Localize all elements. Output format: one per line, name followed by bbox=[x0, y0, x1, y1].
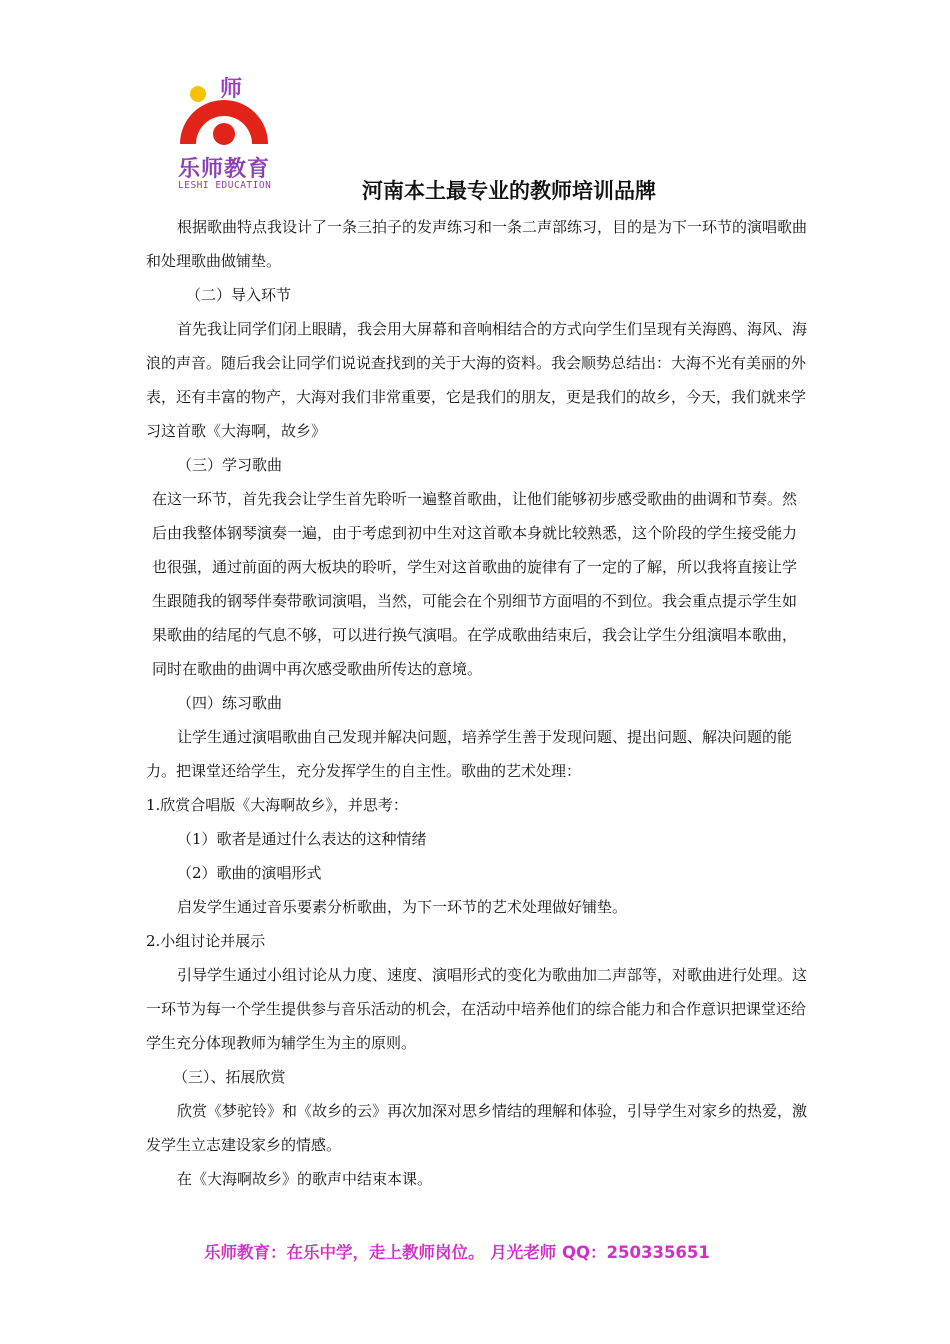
section-heading: （三）、拓展欣赏 bbox=[173, 1068, 286, 1086]
paragraph: 引导学生通过小组讨论从力度、速度、演唱形式的变化为歌曲加二声部等，对歌曲进行处理。这一环节为每一个学生提供参与音乐活动的机会，在活动中培养他们的综合能力和合作意识把课堂还给学生充分体现教师为辅学生为主的原则。 bbox=[146, 966, 808, 1052]
paragraph: 首先我让同学们闭上眼睛，我会用大屏幕和音响相结合的方式向学生们呈现有关海鸥、海风、海浪的声音。随后我会让同学们说说查找到的关于大海的资料。我会顺势总结出：大海不光有美丽的外表，还有丰富的物产，大海对我们非常重要，它是我们的朋友，更是我们的故乡，今天，我们就来学习这首歌《大海啊，故乡》 bbox=[146, 320, 808, 440]
logo-subtitle: LESHI EDUCATION bbox=[178, 180, 272, 191]
document-body bbox=[146, 210, 810, 1196]
section-heading: （二）导入环节 bbox=[186, 286, 292, 304]
footer-contact: 乐师教育：在乐中学，走上教师岗位。 月光老师 QQ：250335651 bbox=[204, 1243, 710, 1262]
list-item: 2.小组讨论并展示 bbox=[146, 932, 266, 950]
paragraph: 启发学生通过音乐要素分析歌曲，为下一环节的艺术处理做好铺垫。 bbox=[177, 898, 628, 916]
logo-char: 师 bbox=[220, 77, 243, 102]
list-item: 1.欣赏合唱版《大海啊故乡》，并思考： bbox=[146, 796, 408, 814]
paragraph: 让学生通过演唱歌曲自己发现并解决问题，培养学生善于发现问题、提出问题、解决问题的能力。把课堂还给学生，充分发挥学生的自主性。歌曲的艺术处理： bbox=[146, 728, 793, 780]
logo bbox=[174, 72, 294, 197]
section-heading: （三）学习歌曲 bbox=[177, 456, 283, 474]
paragraph: 在《大海啊故乡》的歌声中结束本课。 bbox=[177, 1170, 433, 1188]
paragraph: 欣赏《梦驼铃》和《故乡的云》再次加深对思乡情结的理解和体验，引导学生对家乡的热爱，激发学生立志建设家乡的情感。 bbox=[146, 1102, 808, 1154]
page-title: 河南本土最专业的教师培训品牌 bbox=[362, 178, 656, 203]
paragraph: 在这一环节，首先我会让学生首先聆听一遍整首歌曲，让他们能够初步感受歌曲的曲调和节奏。然后由我整体钢琴演奏一遍，由于考虑到初中生对这首歌本身就比较熟悉，这个阶段的学生接受能力也很强，通过前面的两大板块的聆听，学生对这首歌曲的旋律有了一定的了解，所以我将直接让学生跟随我的钢琴伴奏带歌词演唱，当然，可能会在个别细节方面唱的不到位。我会重点提示学生如果歌曲的结尾的气息不够，可以进行换气演唱。在学成歌曲结束后，我会让学生分组演唱本歌曲，同时在歌曲的曲调中再次感受歌曲所传达的意境。 bbox=[152, 490, 798, 678]
logo-name: 乐师教育 bbox=[178, 157, 271, 182]
paragraph: 根据歌曲特点我设计了一条三拍子的发声练习和一条二声部练习，目的是为下一环节的演唱歌曲和处理歌曲做铺垫。 bbox=[146, 218, 808, 270]
list-item: （1）歌者是通过什么表达的这种情绪 bbox=[177, 830, 427, 848]
section-heading: （四）练习歌曲 bbox=[177, 694, 283, 712]
list-item: （2）歌曲的演唱形式 bbox=[177, 864, 322, 882]
